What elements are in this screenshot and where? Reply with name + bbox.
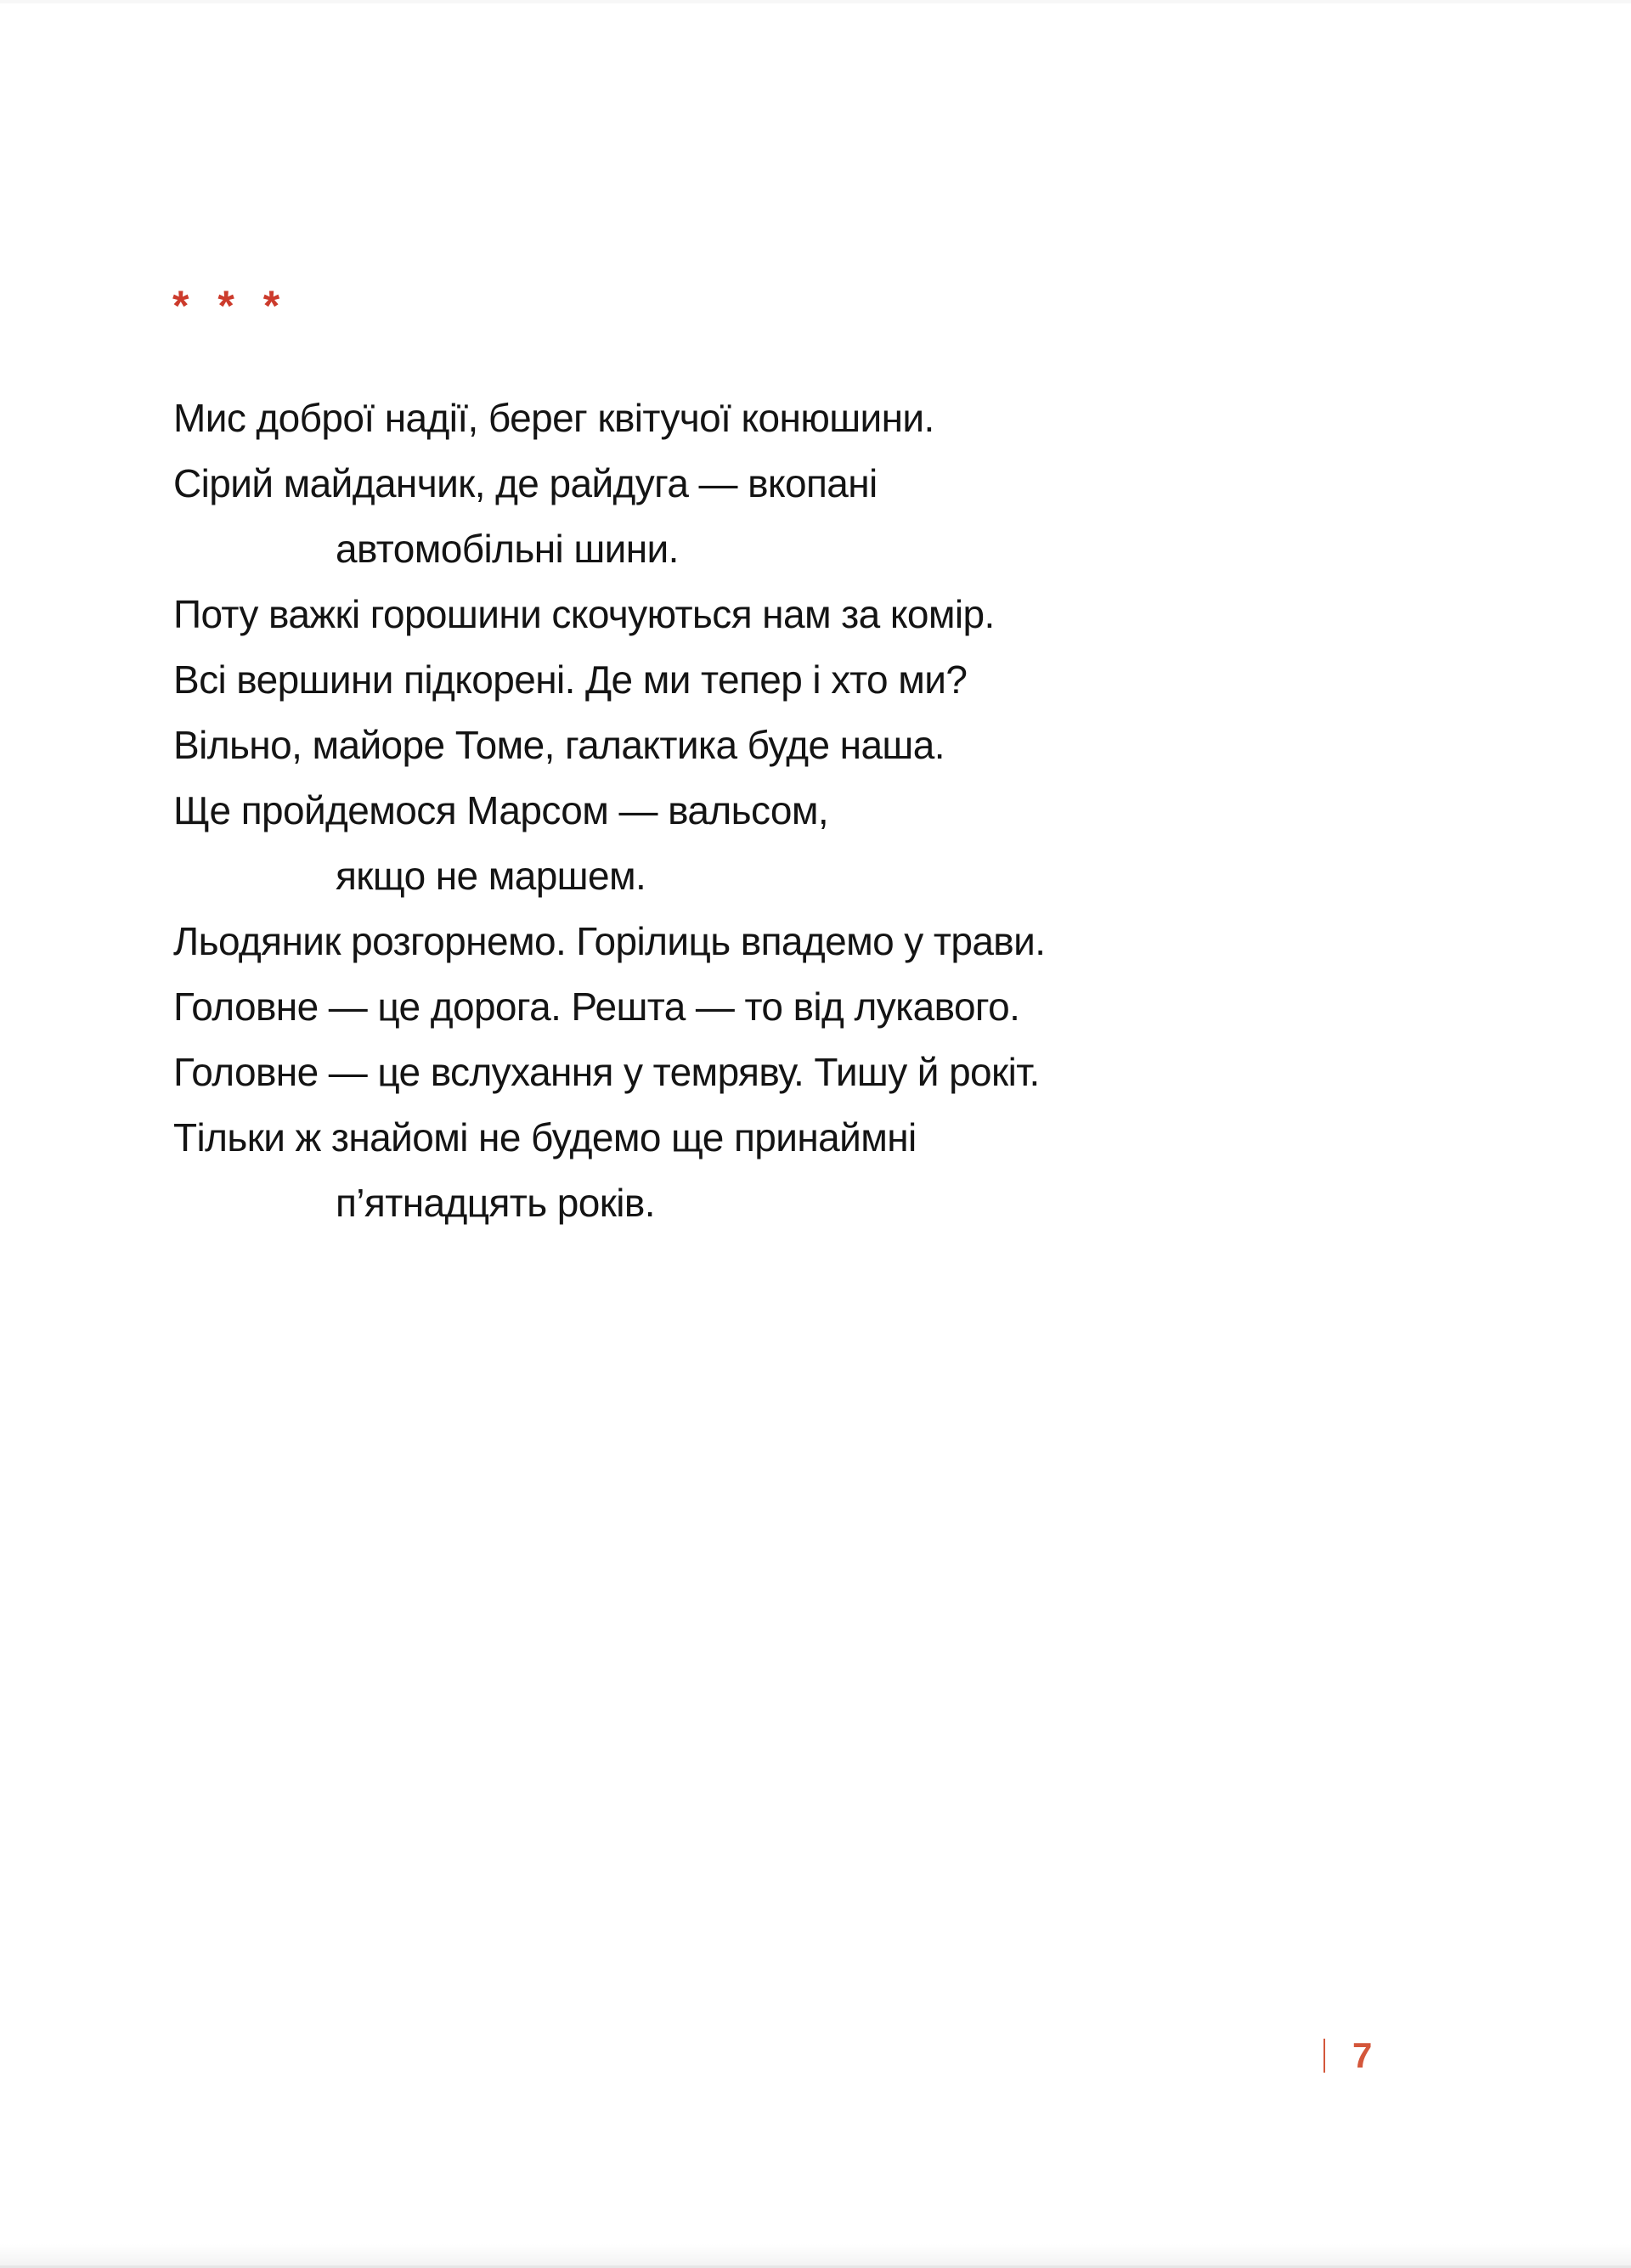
poem-line: Всі вершини підкорені. Де ми тепер і хто ми? — [173, 657, 968, 702]
poem-line: п’ятнадцять років. — [336, 1181, 655, 1225]
poem-line: Ще пройдемося Марсом — вальсом, — [173, 788, 829, 832]
poem-line: автомобільні шини. — [336, 527, 679, 571]
poem-line: Головне — це вслухання у темряву. Тишу й рокіт. — [173, 1050, 1040, 1094]
poem-body — [173, 386, 1448, 1236]
poem-line: Мис доброї надії, берег квітучої конюшини. — [173, 396, 934, 440]
poem-line: Головне — це дорога. Решта — то від лукавого. — [173, 984, 1020, 1029]
poem-line: Тільки ж знайомі не будемо ще принаймні — [173, 1115, 917, 1159]
page-number: 7 — [1352, 2035, 1373, 2075]
poem-line: якщо не маршем. — [336, 854, 646, 898]
section-marker: * * * — [172, 282, 289, 330]
page-number-block — [1323, 2037, 1372, 2074]
page-bottom-edge — [0, 2244, 1631, 2268]
poem-line: Вільно, майоре Томе, галактика буде наша. — [173, 723, 945, 767]
page-number-divider — [1323, 2039, 1325, 2073]
poem-line: Поту важкі горошини скочуються нам за комір. — [173, 592, 995, 636]
page-top-edge — [0, 0, 1631, 3]
poem-line: Сірий майданчик, де райдуга — вкопані — [173, 461, 878, 505]
poem-line: Льодяник розгорнемо. Горілиць впадемо у трави. — [173, 919, 1046, 963]
